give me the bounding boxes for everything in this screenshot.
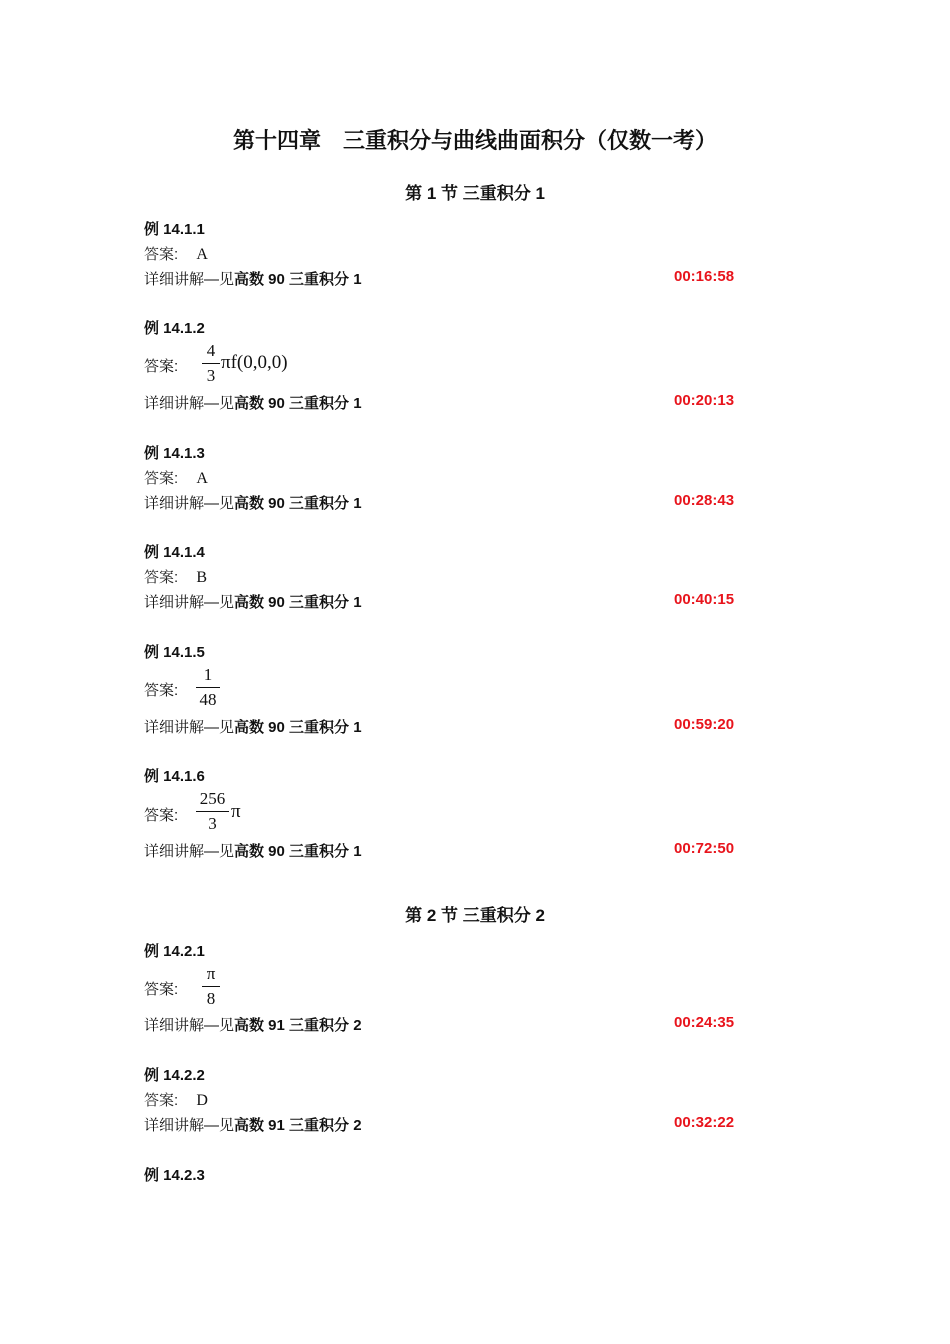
video-timestamp[interactable]: 00:72:50 (674, 840, 735, 857)
detail-prefix: 详细讲解—见 (144, 594, 235, 611)
answer-line (144, 1089, 208, 1110)
example-id: 例 14.2.2 (144, 1067, 205, 1084)
example-id: 例 14.2.3 (144, 1167, 205, 1184)
detail-reference: 高数 90 三重积分 1 (234, 594, 362, 611)
detail-prefix: 详细讲解—见 (144, 395, 235, 412)
detail-reference: 高数 91 三重积分 2 (234, 1117, 362, 1134)
example-id: 例 14.1.5 (144, 644, 205, 661)
fraction-denominator: 8 (206, 989, 216, 1008)
answer-label: 答案: (144, 981, 179, 998)
detail-line[interactable] (144, 268, 362, 289)
detail-prefix: 详细讲解—见 (144, 495, 235, 512)
fraction-numerator: 256 (199, 789, 226, 808)
example-id: 例 14.1.6 (144, 768, 205, 785)
example-id: 例 14.2.1 (144, 943, 205, 960)
fraction-bar (202, 363, 220, 364)
detail-reference: 高数 90 三重积分 1 (234, 395, 362, 412)
answer-expression: πf(0,0,0) (221, 352, 288, 373)
detail-reference: 高数 90 三重积分 1 (234, 495, 362, 512)
answer-label: 答案: (144, 682, 179, 699)
fraction-denominator: 3 (206, 366, 216, 385)
detail-line[interactable] (144, 716, 362, 737)
answer-expression: π (231, 801, 241, 822)
detail-reference: 高数 90 三重积分 1 (234, 719, 362, 736)
fraction-denominator: 48 (199, 690, 217, 709)
video-timestamp[interactable]: 00:20:13 (674, 392, 735, 409)
answer-label: 答案: (144, 358, 179, 375)
detail-reference: 高数 90 三重积分 1 (234, 271, 362, 288)
answer-line (144, 566, 207, 587)
detail-line[interactable] (144, 392, 362, 413)
example-id: 例 14.1.4 (144, 544, 205, 561)
answer-fraction (196, 666, 220, 709)
answer-value: D (196, 1092, 208, 1109)
fraction-bar (196, 811, 229, 812)
answer-value: B (196, 569, 208, 586)
example-id: 例 14.1.2 (144, 320, 205, 337)
detail-prefix: 详细讲解—见 (144, 271, 235, 288)
answer-label: 答案: (144, 1092, 179, 1109)
answer-fraction (196, 790, 229, 833)
fraction-bar (196, 687, 220, 688)
fraction-numerator: π (206, 964, 216, 983)
video-timestamp[interactable]: 00:16:58 (674, 268, 735, 285)
answer-fraction (202, 965, 220, 1008)
video-timestamp[interactable]: 00:28:43 (674, 492, 735, 509)
answer-value: A (196, 246, 208, 263)
answer-label: 答案: (144, 246, 179, 263)
detail-line[interactable] (144, 492, 362, 513)
fraction-numerator: 1 (203, 665, 213, 684)
detail-reference: 高数 90 三重积分 1 (234, 843, 362, 860)
detail-prefix: 详细讲解—见 (144, 719, 235, 736)
detail-prefix: 详细讲解—见 (144, 1117, 235, 1134)
detail-line[interactable] (144, 1014, 362, 1035)
video-timestamp[interactable]: 00:24:35 (674, 1014, 735, 1031)
fraction-bar (202, 986, 220, 987)
detail-prefix: 详细讲解—见 (144, 843, 235, 860)
detail-line[interactable] (144, 591, 362, 612)
answer-value: A (196, 470, 208, 487)
video-timestamp[interactable]: 00:59:20 (674, 716, 735, 733)
detail-line[interactable] (144, 840, 362, 861)
example-id: 例 14.1.1 (144, 221, 205, 238)
answer-label: 答案: (144, 470, 179, 487)
answer-label: 答案: (144, 807, 179, 824)
answer-fraction (202, 342, 220, 385)
detail-line[interactable] (144, 1114, 362, 1135)
detail-prefix: 详细讲解—见 (144, 1017, 235, 1034)
chapter-title: 第十四章 三重积分与曲线曲面积分（仅数一考） (232, 128, 717, 153)
video-timestamp[interactable]: 00:40:15 (674, 591, 735, 608)
video-timestamp[interactable]: 00:32:22 (674, 1114, 735, 1131)
example-id: 例 14.1.3 (144, 445, 205, 462)
answer-line (144, 243, 208, 264)
detail-reference: 高数 91 三重积分 2 (234, 1017, 362, 1034)
section-heading: 第 1 节 三重积分 1 (405, 184, 545, 203)
answer-label: 答案: (144, 569, 179, 586)
answer-line (144, 467, 208, 488)
fraction-denominator: 3 (208, 814, 217, 833)
section-heading: 第 2 节 三重积分 2 (405, 906, 545, 925)
fraction-numerator: 4 (206, 341, 216, 360)
